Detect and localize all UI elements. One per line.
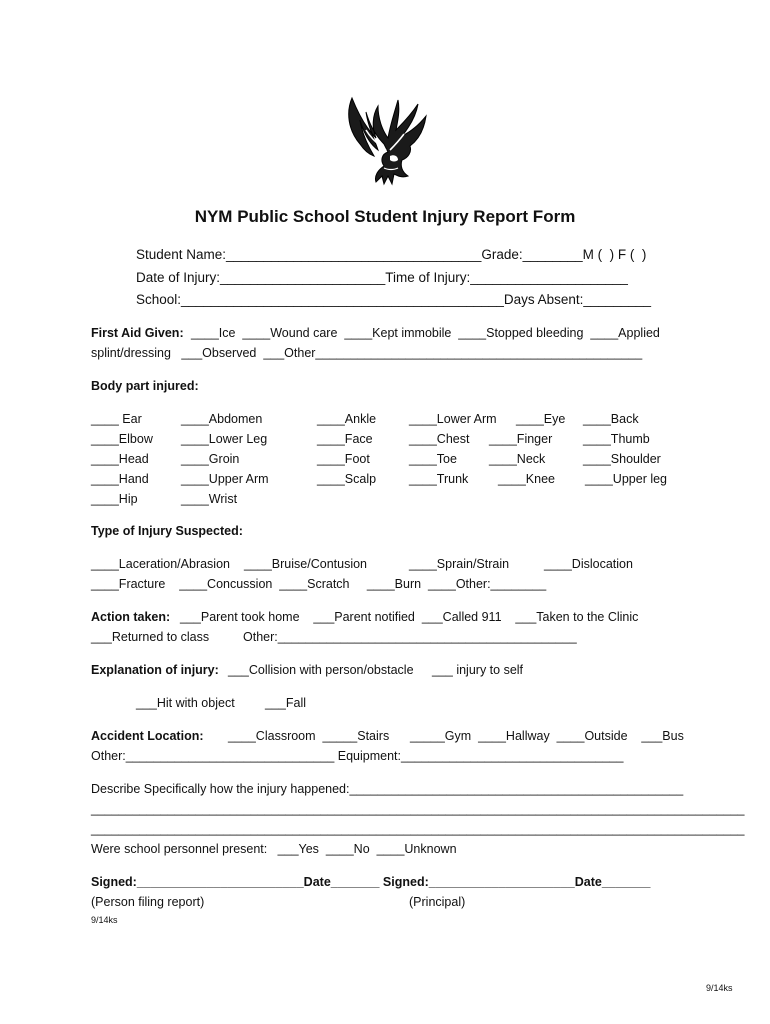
signature-line[interactable]: Signed:________________________Date_______ Signed:_____________________Date_______ xyxy=(91,875,651,889)
body-part-foot[interactable]: ____Foot xyxy=(317,452,370,466)
body-part-finger[interactable]: ____Finger xyxy=(489,432,553,446)
body-part-toe[interactable]: ____Toe xyxy=(409,452,457,466)
body-part-scalp[interactable]: ____Scalp xyxy=(317,472,377,486)
explanation-hit[interactable]: ___Hit with object xyxy=(136,696,235,710)
action-returned[interactable]: ___Returned to class xyxy=(91,630,210,644)
explanation-label: Explanation of injury: xyxy=(91,663,219,677)
body-part-neck[interactable]: ____Neck xyxy=(489,452,546,466)
injury-dislocation[interactable]: ____Dislocation xyxy=(544,557,633,571)
injury-laceration[interactable]: ____Laceration/Abrasion xyxy=(91,557,230,571)
principal-label: (Principal) xyxy=(409,895,466,909)
body-part-elbow[interactable]: ____Elbow xyxy=(91,432,153,446)
injury-sprain[interactable]: ____Sprain/Strain xyxy=(409,557,510,571)
person-filing-label: (Person filing report) xyxy=(91,895,205,909)
body-part-trunk[interactable]: ____Trunk xyxy=(409,472,469,486)
explanation-self[interactable]: ___ injury to self xyxy=(432,663,524,677)
form-title: NYM Public School Student Injury Report Form xyxy=(194,207,576,226)
body-part-abdomen[interactable]: ____Abdomen xyxy=(181,412,263,426)
location-options[interactable]: ____Classroom _____Stairs _____Gym ____Hallway ____Outside ___Bus xyxy=(228,729,684,743)
body-part-thumb[interactable]: ____Thumb xyxy=(583,432,650,446)
school-days-line[interactable]: School:___________________________________________Days Absent:_________ xyxy=(136,292,651,307)
location-label: Accident Location: xyxy=(91,729,204,743)
explanation-collision[interactable]: ___Collision with person/obstacle xyxy=(228,663,414,677)
body-part-back[interactable]: ____Back xyxy=(583,412,639,426)
body-part-shoulder[interactable]: ____Shoulder xyxy=(583,452,661,466)
body-part-label: Body part injured: xyxy=(91,379,199,393)
body-part-upper-leg[interactable]: ____Upper leg xyxy=(585,472,668,486)
body-part-knee[interactable]: ____Knee xyxy=(498,472,556,486)
first-aid-options-1[interactable]: ____Ice ____Wound care ____Kept immobile ____Stopped bleeding ____Applied xyxy=(191,326,660,340)
eagle-logo-icon xyxy=(338,90,430,190)
explanation-fall[interactable]: ___Fall xyxy=(265,696,306,710)
describe-line-3[interactable]: ______________________________________________________________________________________________ xyxy=(91,822,745,836)
body-part-chest[interactable]: ____Chest xyxy=(409,432,470,446)
describe-line-1[interactable]: Describe Specifically how the injury happened:________________________________________________ xyxy=(91,782,684,796)
body-part-ear[interactable]: ____ Ear xyxy=(91,412,142,426)
page-footer-version: 9/14ks xyxy=(706,983,733,993)
action-other-field[interactable]: Other:___________________________________________ xyxy=(243,630,577,644)
body-part-groin[interactable]: ____Groin xyxy=(181,452,240,466)
body-part-hip[interactable]: ____Hip xyxy=(91,492,138,506)
body-part-ankle[interactable]: ____Ankle xyxy=(317,412,377,426)
injury-type-label: Type of Injury Suspected: xyxy=(91,524,243,538)
action-label: Action taken: xyxy=(91,610,171,624)
action-options-1[interactable]: ___Parent took home ___Parent notified ___Called 911 ___Taken to the Clinic xyxy=(180,610,639,624)
body-part-wrist[interactable]: ____Wrist xyxy=(181,492,238,506)
describe-line-2[interactable]: ______________________________________________________________________________________________ xyxy=(91,802,745,816)
body-part-lower-arm[interactable]: ____Lower Arm xyxy=(409,412,497,426)
injury-bruise[interactable]: ____Bruise/Contusion xyxy=(244,557,367,571)
first-aid-options-2[interactable]: splint/dressing ___Observed ___Other_______________________________________________ xyxy=(91,346,643,360)
student-name-grade-line[interactable]: Student Name:__________________________________Grade:________M ( ) F ( ) xyxy=(136,247,647,262)
body-part-face[interactable]: ____Face xyxy=(317,432,373,446)
body-part-lower-leg[interactable]: ____Lower Leg xyxy=(181,432,268,446)
body-part-upper-arm[interactable]: ____Upper Arm xyxy=(181,472,269,486)
location-other-equipment[interactable]: Other:______________________________ Equipment:________________________________ xyxy=(91,749,624,763)
body-part-hand[interactable]: ____Hand xyxy=(91,472,149,486)
body-part-head[interactable]: ____Head xyxy=(91,452,149,466)
personnel-present[interactable]: Were school personnel present: ___Yes ____No ____Unknown xyxy=(91,842,457,856)
body-part-eye[interactable]: ____Eye xyxy=(516,412,566,426)
form-version: 9/14ks xyxy=(91,915,118,925)
first-aid-label: First Aid Given: xyxy=(91,326,184,340)
injury-options-line2[interactable]: ____Fracture ____Concussion ____Scratch ____Burn ____Other:________ xyxy=(91,577,547,591)
date-time-line[interactable]: Date of Injury:______________________Time of Injury:_____________________ xyxy=(136,270,628,285)
